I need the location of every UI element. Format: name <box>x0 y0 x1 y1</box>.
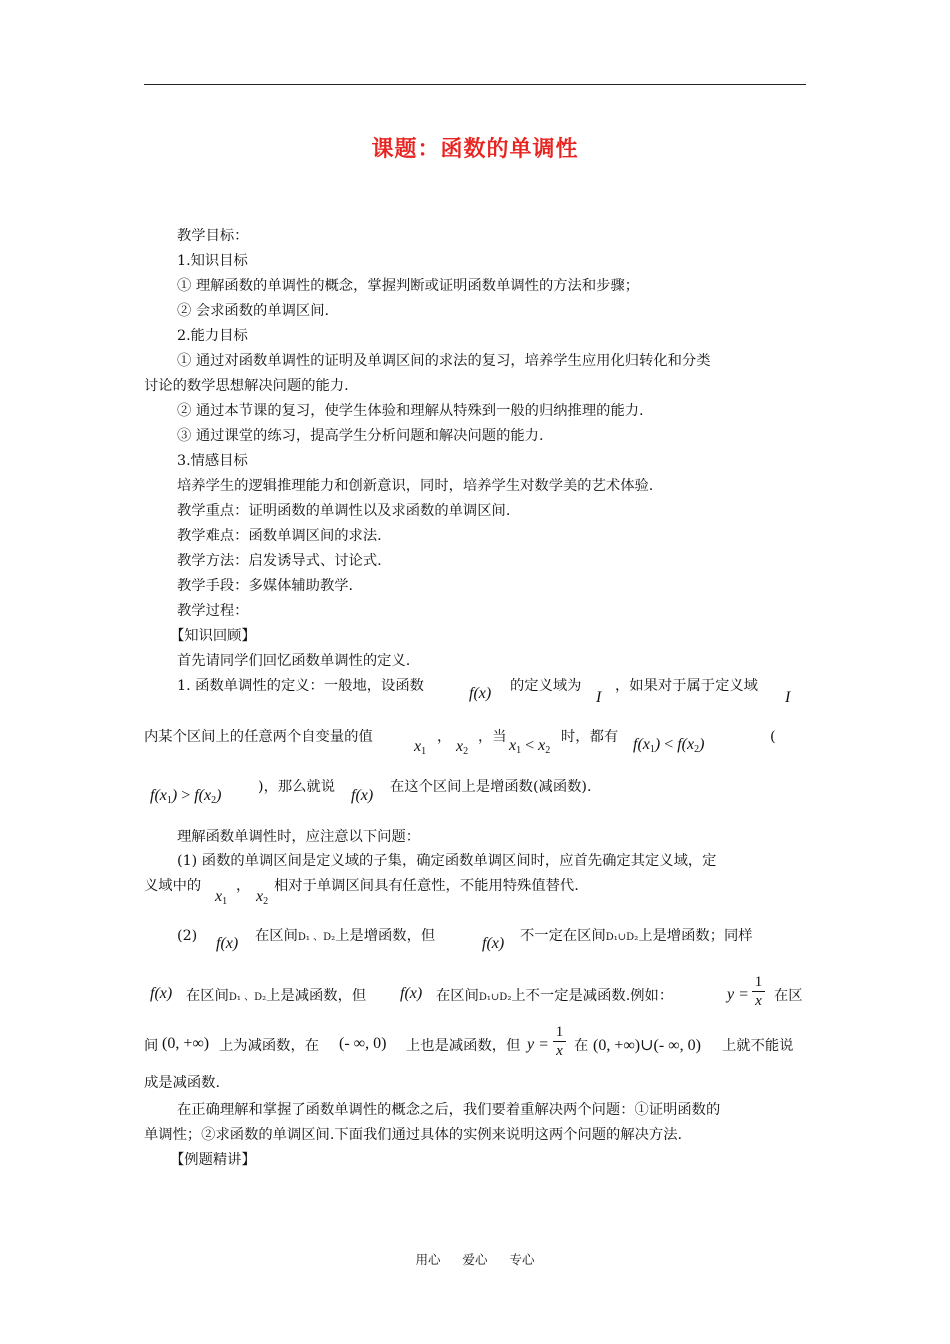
knowledge-heading: 1.知识目标 <box>177 253 248 269</box>
definition-text-d: 内某个区间上的任意两个自变量的值 <box>144 729 373 745</box>
footer-text-b: 爱心 <box>462 1252 488 1267</box>
ability-item-2: ② 通过本节课的复习，使学生体验和理解从特殊到一般的归纳推理的能力. <box>177 403 644 419</box>
math-x2: $x_2$ <box>456 738 469 757</box>
note-heading: 理解函数单调性时，应注意以下问题： <box>177 829 421 845</box>
math-interval-union: (0, +∞)∪(- ∞, 0) <box>593 1037 701 1054</box>
math-x1: $x_1$ <box>414 738 427 757</box>
teaching-difficulty: 教学难点：函数单调区间的求法. <box>177 528 382 544</box>
page-footer <box>0 1250 950 1268</box>
math-fx: f(x) <box>469 685 492 702</box>
knowledge-item-1: ① 理解函数的单调性的概念，掌握判断或证明函数单调性的方法和步骤； <box>177 278 640 294</box>
page-title: 课题：函数的单调性 <box>371 137 579 162</box>
math-x1: $x_1$ <box>215 888 228 907</box>
math-fx: f(x) <box>351 787 374 804</box>
math-inequality-f: $f(x_1) < f(x_2)$ <box>633 736 705 755</box>
math-y-equals: y = <box>527 1036 549 1053</box>
knowledge-item-2: ② 会求函数的单调区间. <box>177 303 330 319</box>
note-4-text-b: 上为减函数，在 <box>219 1038 320 1054</box>
math-I: I <box>596 689 602 706</box>
objectives-heading: 教学目标： <box>177 228 249 244</box>
example-heading: 【例题精讲】 <box>170 1152 256 1168</box>
definition-text-i: )，那么就说 <box>258 779 336 795</box>
math-y-equals: y = <box>727 986 749 1003</box>
note-5: 成是减函数. <box>144 1075 221 1091</box>
math-fraction-1-over-x: 1 x <box>553 1024 566 1059</box>
ability-heading: 2.能力目标 <box>177 328 248 344</box>
math-interval-negative: (- ∞, 0) <box>339 1035 387 1052</box>
math-fx: f(x) <box>482 935 505 952</box>
note-4-text-a: 间 <box>144 1038 159 1054</box>
teaching-method: 教学方法：启发诱导式、讨论式. <box>177 553 382 569</box>
footer-text-c: 专心 <box>509 1252 535 1267</box>
teaching-focus: 教学重点：证明函数的单调性以及求函数的单调区间. <box>177 503 511 519</box>
note-4-text-d: 在 <box>574 1038 589 1054</box>
definition-text-b: 的定义域为 <box>510 678 582 694</box>
definition-comma: ， <box>437 729 452 745</box>
note-4-text-e: 上就不能说 <box>722 1038 794 1054</box>
footer-text-a: 用心 <box>415 1252 441 1267</box>
math-fx: f(x) <box>216 935 239 952</box>
note-2-label: (2) <box>177 928 198 944</box>
definition-text-c: ，如果对于属于定义域 <box>615 678 758 694</box>
paragraph-line-2: 单调性；②求函数的单调区间.下面我们通过具体的实例来说明这两个问题的解决方法. <box>144 1127 683 1143</box>
header-rule <box>144 84 806 85</box>
teaching-process: 教学过程： <box>177 603 249 619</box>
note-1-text-a: 义域中的 <box>144 878 202 894</box>
math-fx: f(x) <box>150 985 173 1002</box>
emotion-heading: 3.情感目标 <box>177 453 248 469</box>
definition-text-j: 在这个区间上是增函数(减函数). <box>390 779 592 795</box>
math-interval-positive: (0, +∞) <box>162 1035 210 1052</box>
math-inequality-x: $x_1 < x_2$ <box>509 737 551 756</box>
review-heading: 【知识回顾】 <box>170 628 256 644</box>
math-x2: $x_2$ <box>256 888 269 907</box>
note-3-text-a: 在区间D₁ 、D₂上是减函数，但 <box>186 988 367 1004</box>
emotion-item-1: 培养学生的逻辑推理能力和创新意识，同时，培养学生对数学美的艺术体验. <box>177 478 654 494</box>
math-I: I <box>785 689 791 706</box>
definition-text-g: 时，都有 <box>561 729 619 745</box>
note-3-text-c: 在区间D₁∪D₂上不一定是减函数.例如： <box>436 988 674 1004</box>
definition-text-a: 1. 函数单调性的定义：一般地，设函数 <box>177 678 424 694</box>
note-1-comma: ， <box>236 878 251 894</box>
teaching-means: 教学手段：多媒体辅助教学. <box>177 578 354 594</box>
ability-item-1-line-2: 讨论的数学思想解决问题的能力. <box>144 378 349 394</box>
note-2-text-d: 不一定在区间D₁∪D₂上是增函数；同样 <box>520 928 753 944</box>
paragraph-line-1: 在正确理解和掌握了函数单调性的概念之后，我们要着重解决两个问题：①证明函数的 <box>177 1102 721 1118</box>
definition-text-h: ( <box>770 729 776 745</box>
ability-item-3: ③ 通过课堂的练习，提高学生分析问题和解决问题的能力. <box>177 428 544 444</box>
math-fraction-1-over-x: 1 x <box>752 974 765 1009</box>
note-2-text-b: 在区间D₁ 、D₂上是增函数，但 <box>255 928 436 944</box>
math-inequality-f-reverse: $f(x_1) > f(x_2)$ <box>150 787 222 806</box>
review-intro: 首先请同学们回忆函数单调性的定义. <box>177 653 411 669</box>
ability-item-1-line-1: ① 通过对函数单调性的证明及单调区间的求法的复习，培养学生应用化归转化和分类 <box>177 353 711 369</box>
math-fx: f(x) <box>400 985 423 1002</box>
definition-text-f: ，当 <box>478 729 507 745</box>
note-1-text-c: 相对于单调区间具有任意性，不能用特殊值替代. <box>274 878 579 894</box>
note-1-line-1: (1) 函数的单调区间是定义域的子集，确定函数单调区间时，应首先确定其定义域，定 <box>177 853 717 869</box>
note-4-text-c: 上也是减函数，但 <box>406 1038 521 1054</box>
note-3-text-e: 在区 <box>774 988 803 1004</box>
